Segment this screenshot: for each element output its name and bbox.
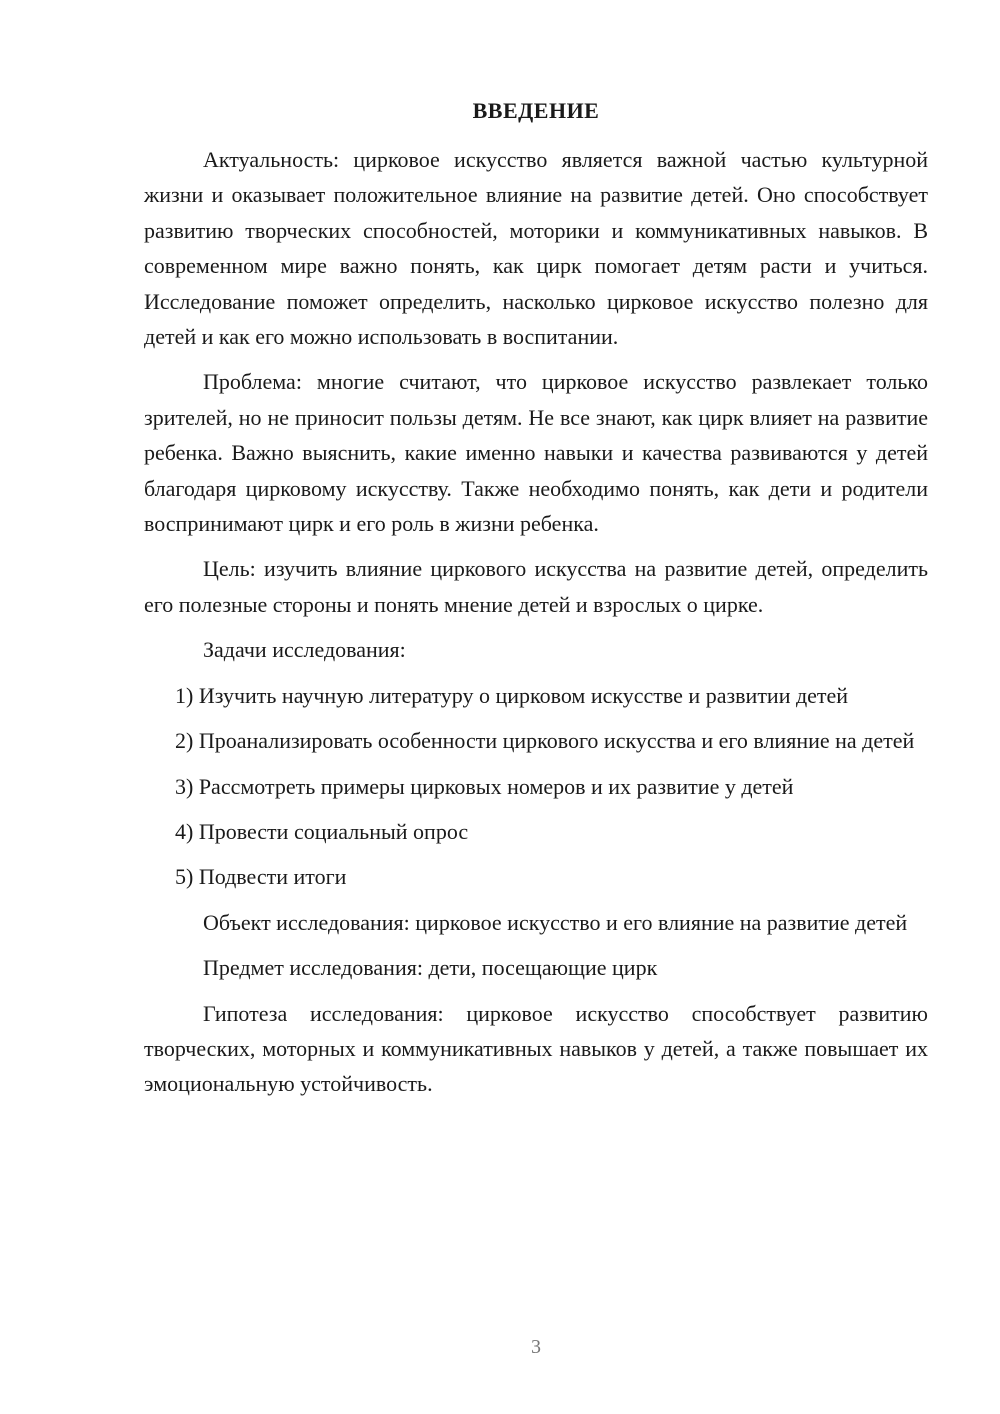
tasks-heading: Задачи исследования: bbox=[203, 637, 406, 663]
goal-paragraph: Цель: изучить влияние циркового искусства на развитие детей, определить его полезные стороны и понять мнение детей и взрослых о цирке. bbox=[144, 556, 928, 617]
task-item-2: 2) Проанализировать особенности циркового искусства и его влияние на детей bbox=[175, 728, 915, 754]
research-subject-paragraph: Предмет исследования: дети, посещающие цирк bbox=[203, 955, 658, 981]
problem-paragraph: Проблема: многие считают, что цирковое искусство развлекает только зрителей, но не приносит пользы детям. Не все знают, как цирк влияет на развитие ребенка. Важно выяснить, какие именно навыки и качества развиваются у детей благодаря цирковому искусству. Также необходимо понять, как дети и родители воспринимают цирк и его роль в жизни ребенка. bbox=[144, 369, 928, 537]
document-page bbox=[144, 0, 928, 1414]
task-item-5: 5) Подвести итоги bbox=[175, 864, 347, 890]
task-item-3: 3) Рассмотреть примеры цирковых номеров и их развитие у детей bbox=[175, 773, 794, 799]
relevance-paragraph: Актуальность: цирковое искусство является важной частью культурной жизни и оказывает положительное влияние на развитие детей. Оно способствует развитию творческих способностей, моторики и коммуникативных навыков. В современном мире важно понять, как цирк помогает детям расти и учиться. Исследование поможет определить, насколько цирковое искусство полезно для детей и как его можно использовать в воспитании. bbox=[144, 147, 928, 350]
section-heading: ВВЕДЕНИЕ bbox=[472, 98, 600, 123]
page-number: 3 bbox=[531, 1336, 541, 1358]
body-text bbox=[144, 142, 928, 1112]
research-object-paragraph: Объект исследования: цирковое искусство и его влияние на развитие детей bbox=[203, 909, 908, 935]
hypothesis-paragraph: Гипотеза исследования: цирковое искусство способствует развитию творческих, моторных и коммуникативных навыков у детей, а также повышает их эмоциональную устойчивость. bbox=[144, 1000, 928, 1097]
task-item-1: 1) Изучить научную литературу о цирковом искусстве и развитии детей bbox=[175, 682, 849, 708]
task-item-4: 4) Провести социальный опрос bbox=[175, 818, 469, 844]
